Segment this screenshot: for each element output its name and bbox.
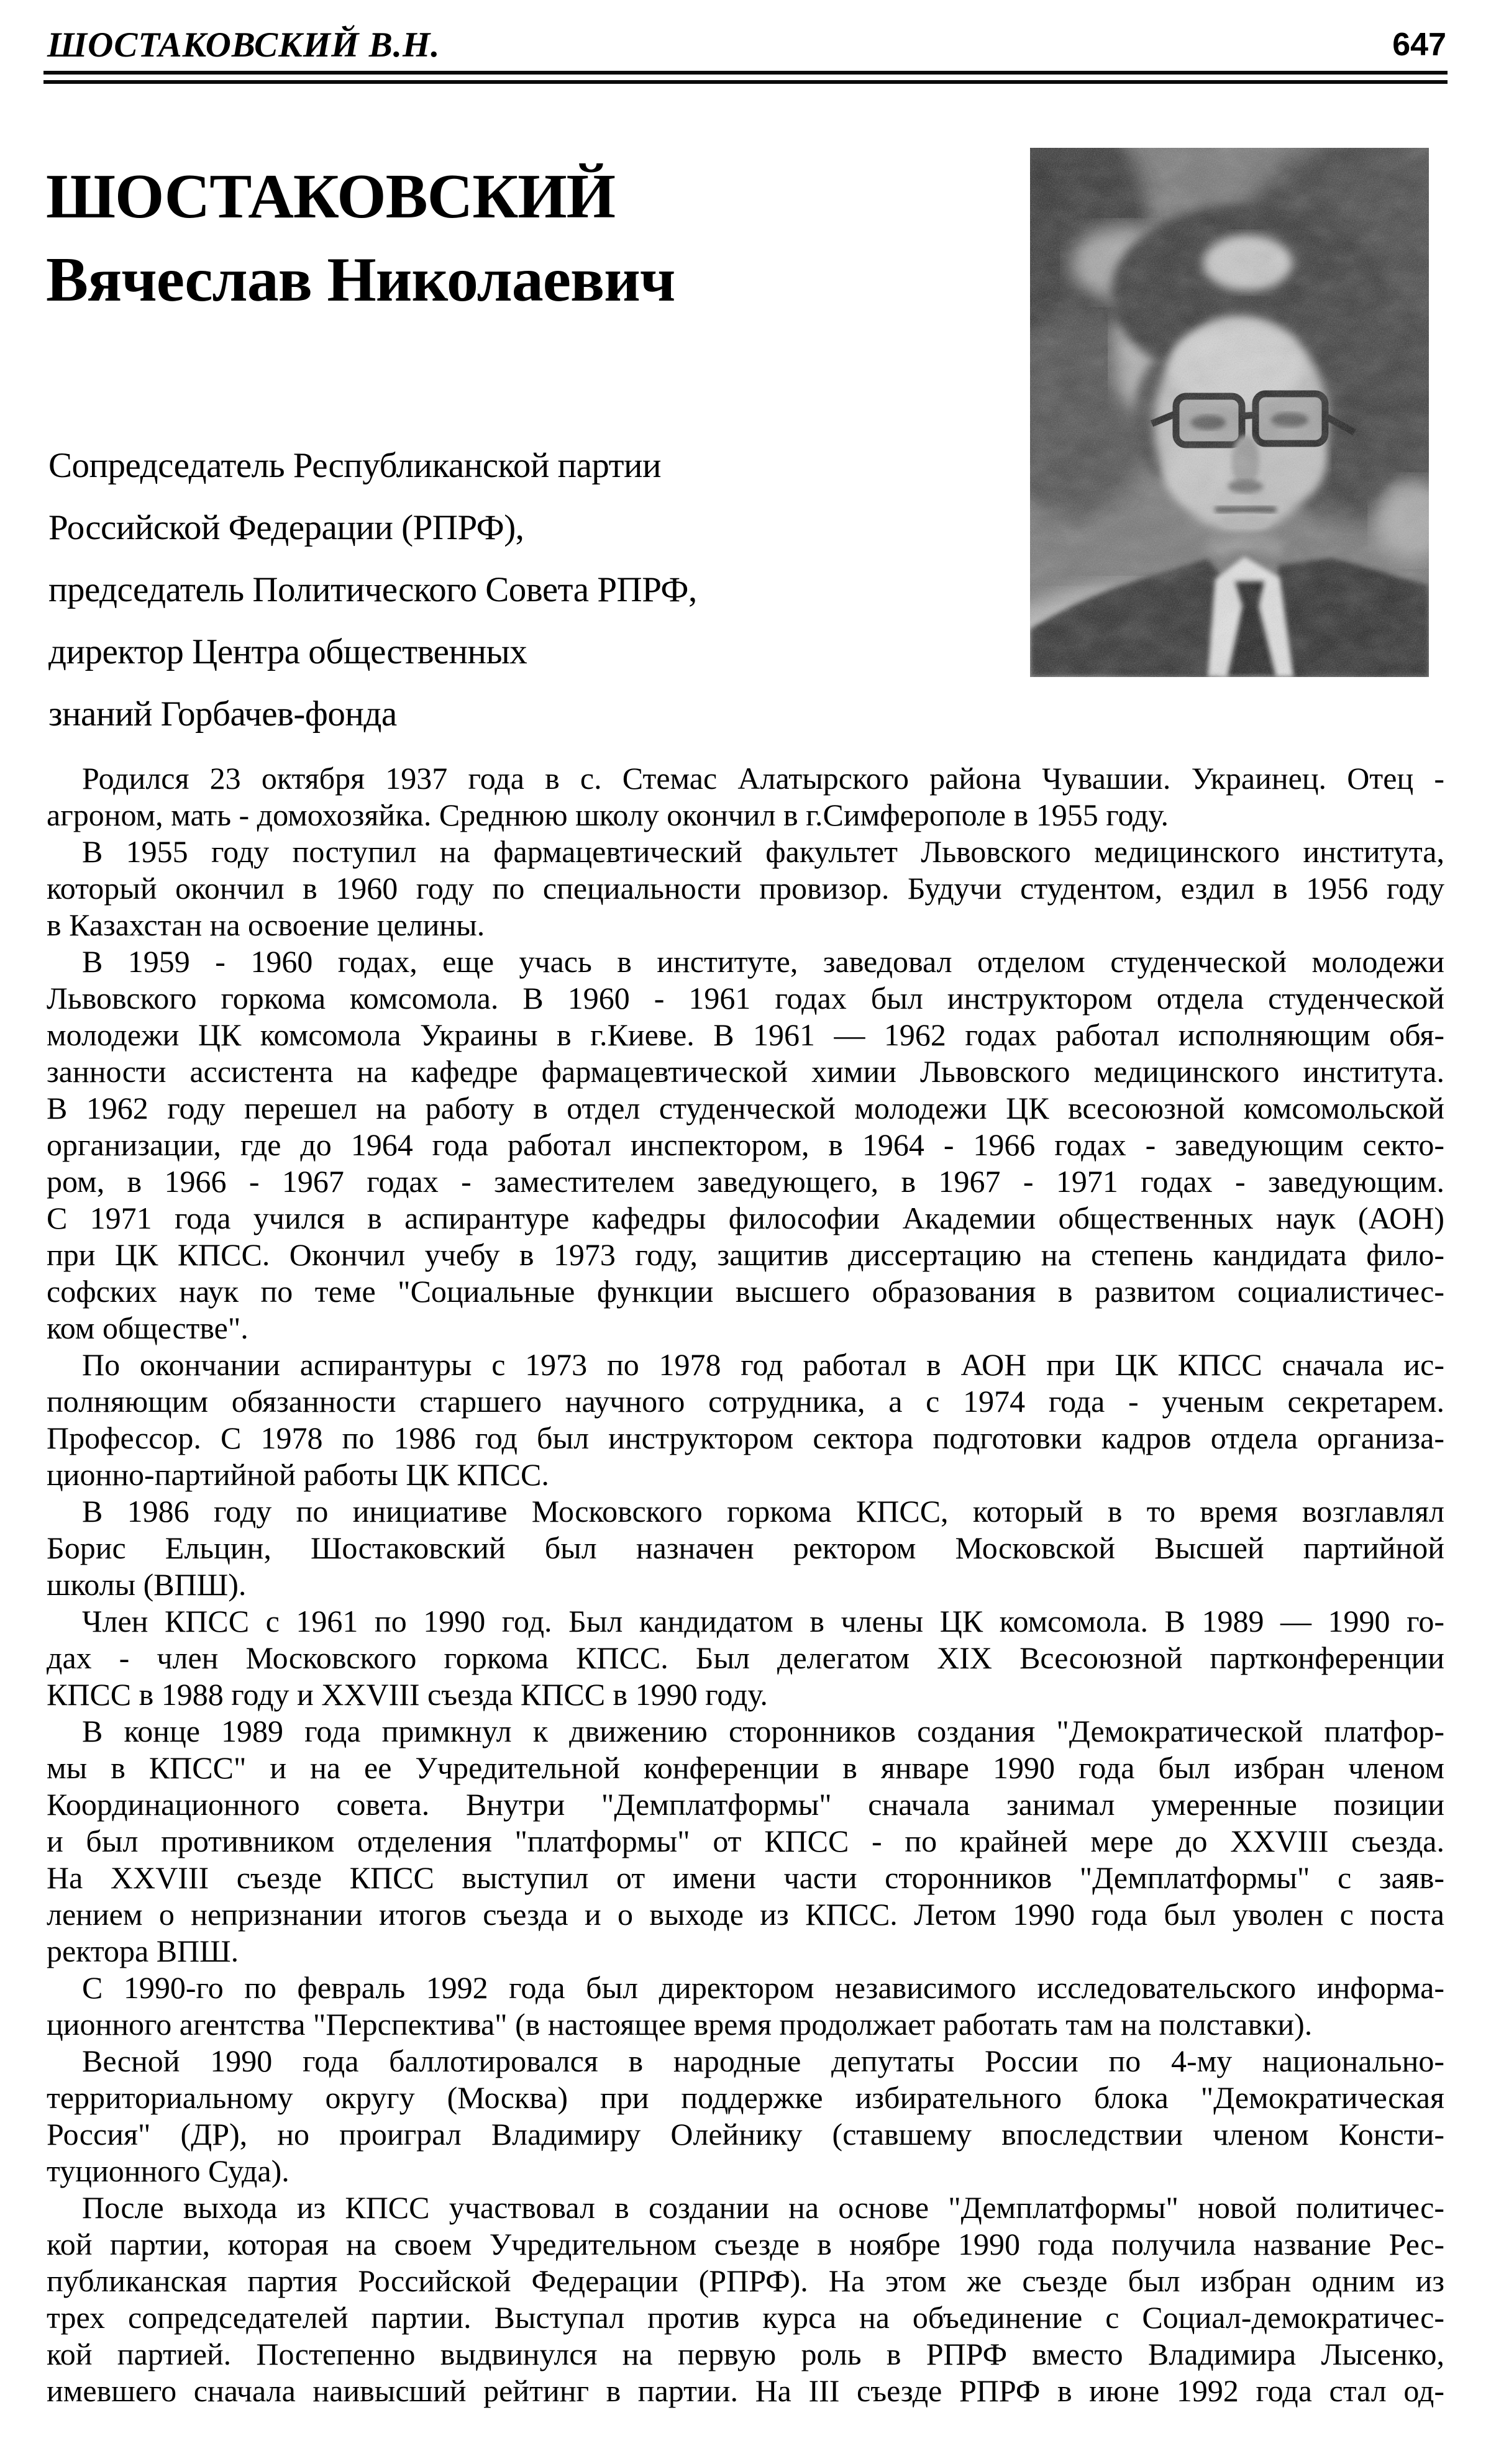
double-rule — [43, 71, 1448, 84]
text-line: туционного Суда). — [47, 2153, 290, 2188]
running-header: ШОСТАКОВСКИЙ В.Н. — [47, 25, 440, 65]
text-line: при ЦК КПСС. Окончил учебу в 1973 году, защитив диссертацию на степень кандидата фило- — [47, 1237, 1444, 1272]
name-patronymic: Вячеслав Николаевич — [46, 245, 675, 315]
text-line: В 1959 - 1960 годах, еще учась в институте, заведовал отделом студенческой молодежи — [82, 944, 1444, 979]
text-line: КПСС в 1988 году и XXVIII съезда КПСС в 1990 году. — [47, 1677, 768, 1712]
text-line: кой партией. Постепенно выдвинулся на первую роль в РПРФ вместо Владимира Лысенко, — [47, 2337, 1444, 2371]
text-line: занности ассистента на кафедре фармацевтической химии Львовского медицинского института. — [47, 1054, 1444, 1089]
text-line: агроном, мать - домохозяйка. Среднюю школу окончил в г.Симферополе в 1955 году. — [47, 798, 1169, 832]
text-line: имевшего сначала наивысший рейтинг в партии. На III съезде РПРФ в июне 1992 года стал од- — [47, 2373, 1444, 2408]
portrait-photo — [1030, 148, 1429, 677]
page-number: 647 — [1392, 27, 1446, 63]
text-line: ром, в 1966 - 1967 годах - заместителем заведующего, в 1967 - 1971 годах - заведующим. — [47, 1164, 1444, 1199]
text-line: кой партии, которая на своем Учредительном съезде в ноябре 1990 года получила название Рес- — [47, 2227, 1444, 2262]
text-line: ком обществе". — [47, 1311, 248, 1345]
text-line: Координационного совета. Внутри "Демплатформы" сначала занимал умеренные позиции — [47, 1787, 1444, 1822]
text-line: В 1955 году поступил на фармацевтический факультет Львовского медицинского института, — [82, 834, 1444, 869]
position-line: председатель Политического Совета РПРФ, — [48, 570, 697, 609]
text-line: ционного агентства "Перспектива" (в настоящее время продолжает работать там на полставки). — [47, 2007, 1313, 2042]
text-line: Профессор. С 1978 по 1986 год был инструктором сектора подготовки кадров отдела организа- — [47, 1421, 1444, 1455]
text-line: Член КПСС с 1961 по 1990 год. Был кандидатом в члены ЦК комсомола. В 1989 — 1990 го- — [82, 1604, 1444, 1639]
entry-title — [46, 155, 675, 322]
text-line: В 1986 году по инициативе Московского горкома КПСС, который в то время возглавлял — [82, 1494, 1444, 1529]
text-line: лением о непризнании итогов съезда и о выходе из КПСС. Летом 1990 года был уволен с поста — [47, 1897, 1444, 1932]
text-line: территориальному округу (Москва) при поддержке избирательного блока "Демократическая — [47, 2080, 1444, 2115]
position-line: директор Центра общественных — [48, 632, 527, 671]
position-line: знаний Горбачев-фонда — [48, 694, 397, 734]
surname: ШОСТАКОВСКИЙ — [46, 161, 615, 232]
text-line: В 1962 году перешел на работу в отдел студенческой молодежи ЦК всесоюзной комсомольской — [47, 1091, 1444, 1125]
text-line: молодежи ЦК комсомола Украины в г.Киеве. В 1961 — 1962 годах работал исполняющим обя- — [47, 1017, 1444, 1052]
text-line: публиканская партия Российской Федерации (РПРФ). На этом же съезде был избран одним из — [47, 2263, 1444, 2298]
text-line: С 1990-го по февраль 1992 года был директором независимого исследовательского информа- — [82, 1970, 1444, 2005]
text-line: ректора ВПШ. — [47, 1934, 239, 1968]
text-line: дах - член Московского горкома КПСС. Был делегатом XIX Всесоюзной партконференции — [47, 1640, 1444, 1675]
text-line: Львовского горкома комсомола. В 1960 - 1961 годах был инструктором отдела студенческой — [47, 981, 1444, 1016]
portrait-photo-art — [1030, 148, 1429, 677]
text-line: ционно-партийной работы ЦК КПСС. — [47, 1457, 549, 1492]
text-line: После выхода из КПСС участвовал в создании на основе "Демплатформы" новой политичес- — [82, 2190, 1444, 2225]
biography — [47, 760, 1444, 2409]
text-line: Борис Ельцин, Шостаковский был назначен ректором Московской Высшей партийной — [47, 1530, 1444, 1565]
text-line: и был противником отделения "платформы" от КПСС - по крайней мере до XXVIII съезда. — [47, 1824, 1444, 1858]
text-line: в Казахстан на освоение целины. — [47, 907, 485, 942]
text-line: софских наук по теме "Социальные функции высшего образования в развитом социалистичес- — [47, 1274, 1444, 1309]
text-line: школы (ВПШ). — [47, 1567, 247, 1602]
text-line: На XXVIII съезде КПСС выступил от имени части сторонников "Демплатформы" с заяв- — [47, 1860, 1444, 1895]
text-line: который окончил в 1960 году по специальности провизор. Будучи студентом, ездил в 1956 году — [47, 871, 1444, 906]
text-line: полняющим обязанности старшего научного сотрудника, а с 1974 года - ученым секретарем. — [47, 1384, 1444, 1419]
text-line: Россия" (ДР), но проиграл Владимиру Олейнику (ставшему впоследствии членом Консти- — [47, 2117, 1444, 2152]
position-block — [48, 435, 1018, 745]
position-line: Российской Федерации (РПРФ), — [48, 508, 524, 547]
text-line: организации, где до 1964 года работал инспектором, в 1964 - 1966 годах - заведующим секто- — [47, 1127, 1444, 1162]
text-line: трех сопредседателей партии. Выступал против курса на объединение с Социал-демократичес- — [47, 2300, 1444, 2335]
text-line: мы в КПСС" и на ее Учредительной конференции в январе 1990 года был избран членом — [47, 1750, 1444, 1785]
text-line: Весной 1990 года баллотировался в народные депутаты России по 4-му национально- — [82, 2043, 1444, 2078]
text-line: В конце 1989 года примкнул к движению сторонников создания "Демократической платфор- — [82, 1714, 1444, 1748]
position-line: Сопредседатель Республиканской партии — [48, 446, 662, 485]
text-line: Родился 23 октября 1937 года в с. Стемас Алатырского района Чувашии. Украинец. Отец - — [82, 761, 1444, 796]
text-line: С 1971 года учился в аспирантуре кафедры философии Академии общественных наук (АОН) — [47, 1201, 1444, 1235]
text-line: По окончании аспирантуры с 1973 по 1978 год работал в АОН при ЦК КПСС сначала ис- — [82, 1347, 1444, 1382]
